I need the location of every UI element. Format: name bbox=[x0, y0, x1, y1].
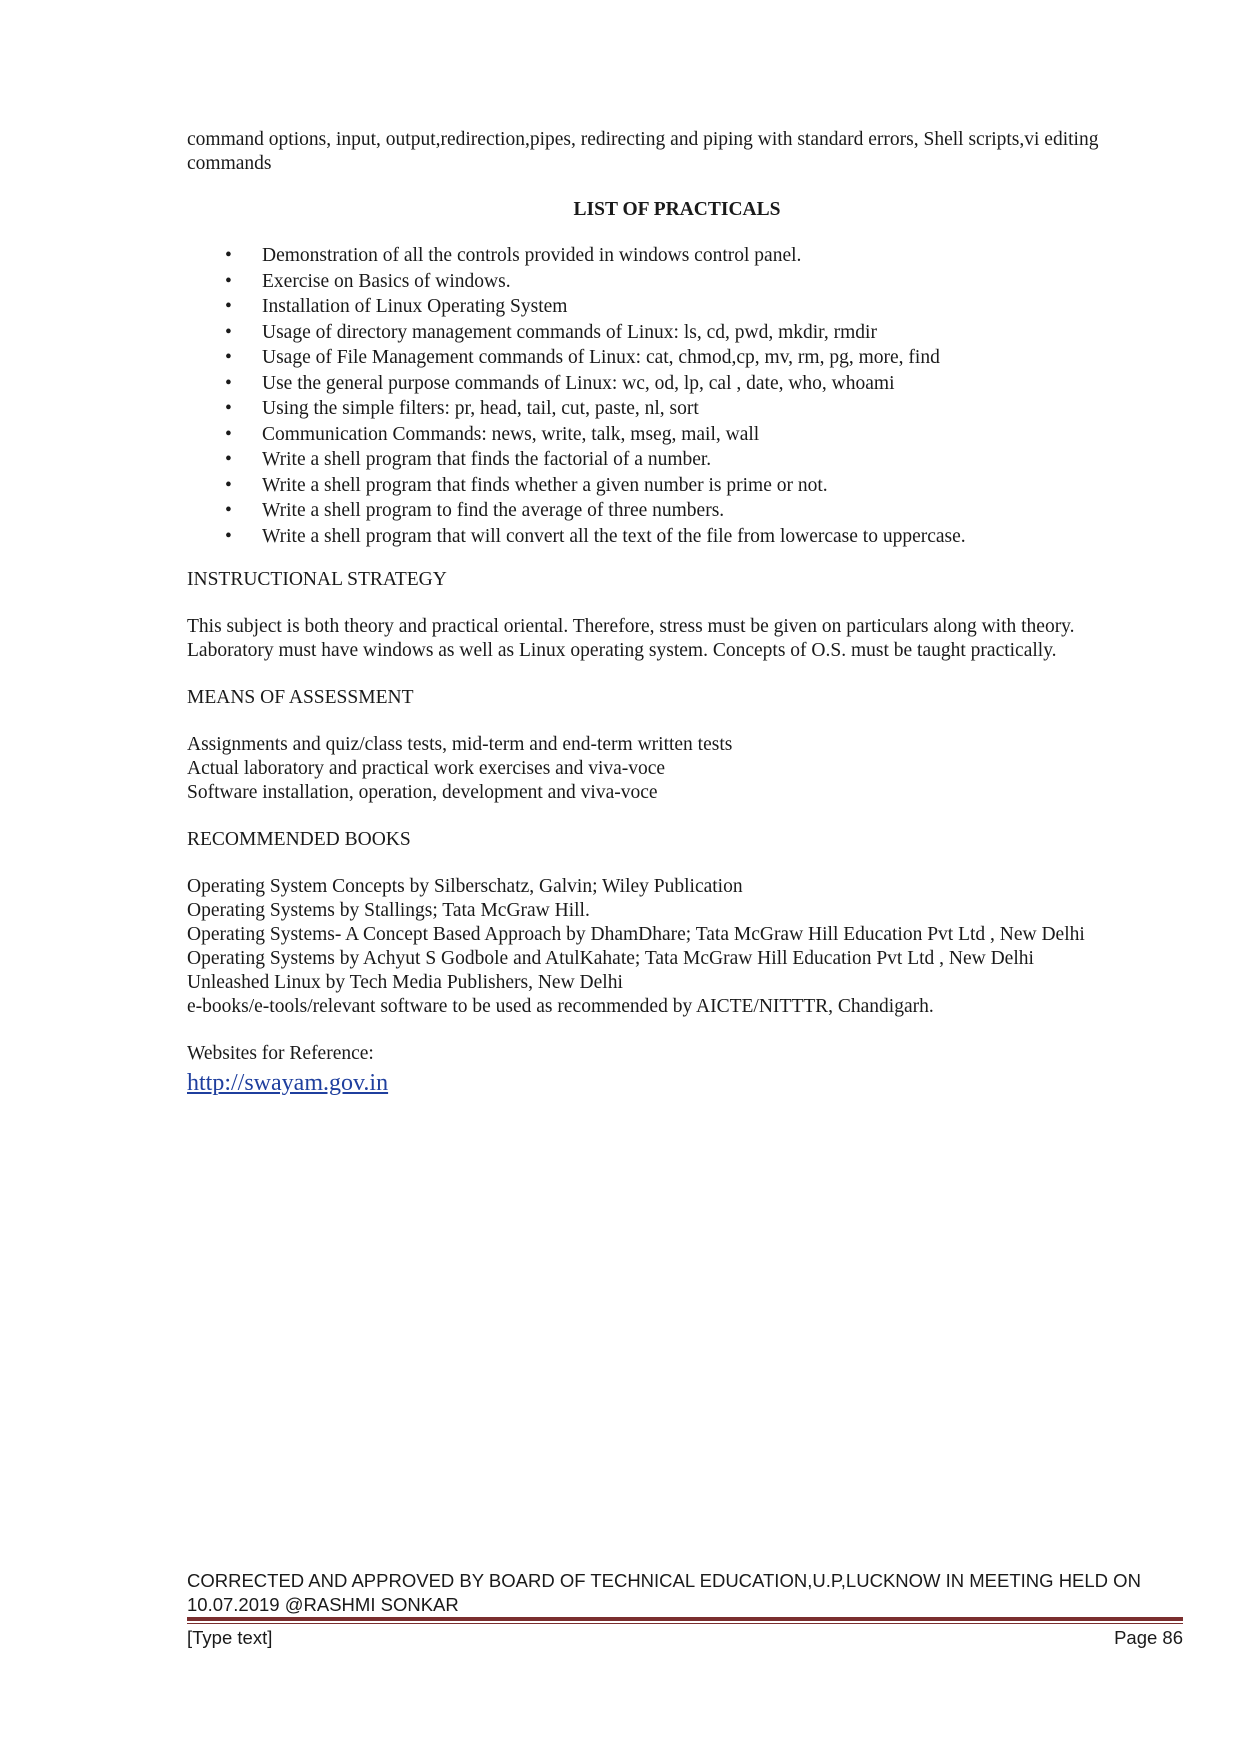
page-footer bbox=[187, 1620, 1183, 1650]
recommended-books-list bbox=[187, 875, 1167, 1019]
list-item: • Write a shell program to find the average of three numbers. bbox=[187, 498, 1167, 524]
strategy-line: Laboratory must have windows as well as Linux operating system. Concepts of O.S. must be taught practically. bbox=[187, 640, 1057, 661]
list-item: • Installation of Linux Operating System bbox=[187, 294, 1167, 320]
intro-paragraph: command options, input, output,redirection,pipes, redirecting and piping with standard errors, Shell scripts,vi editing commands bbox=[187, 129, 1099, 174]
book-line: Operating Systems- A Concept Based Approach by DhamDhare; Tata McGraw Hill Education Pvt Ltd , New Delhi bbox=[187, 924, 1085, 945]
swayam-link[interactable]: http://swayam.gov.in bbox=[187, 1070, 389, 1096]
bullet-icon: • bbox=[225, 474, 232, 496]
book-line: Operating Systems by Stallings; Tata McGraw Hill. bbox=[187, 900, 590, 921]
practicals-list bbox=[187, 243, 1167, 549]
book-line: Unleashed Linux by Tech Media Publishers, New Delhi bbox=[187, 972, 623, 993]
page-content bbox=[187, 128, 1167, 1098]
list-item: • Usage of File Management commands of Linux: cat, chmod,cp, mv, rm, pg, more, find bbox=[187, 345, 1167, 371]
book-line: Operating Systems by Achyut S Godbole and AtulKahate; Tata McGraw Hill Education Pvt Ltd , New Delhi bbox=[187, 948, 1034, 969]
bullet-icon: • bbox=[225, 449, 232, 470]
assessment-line: Actual laboratory and practical work exercises and viva-voce bbox=[187, 758, 666, 779]
bullet-icon: • bbox=[225, 270, 232, 292]
book-line: Operating System Concepts by Silberschatz, Galvin; Wiley Publication bbox=[187, 876, 743, 897]
assessment-line: Assignments and quiz/class tests, mid-term and end-term written tests bbox=[187, 734, 733, 755]
approval-line: 10.07.2019 @RASHMI SONKAR bbox=[187, 1594, 459, 1615]
list-item: • Demonstration of all the controls provided in windows control panel. bbox=[187, 243, 1167, 269]
list-item: • Write a shell program that will convert all the text of the file from lowercase to uppercase. bbox=[187, 524, 1167, 550]
approval-line: CORRECTED AND APPROVED BY BOARD OF TECHNICAL EDUCATION,U.P,LUCKNOW IN MEETING HELD ON bbox=[187, 1570, 1141, 1591]
bullet-icon: • bbox=[225, 321, 232, 343]
instructional-strategy-heading: INSTRUCTIONAL STRATEGY bbox=[187, 569, 447, 590]
strategy-line: This subject is both theory and practical oriental. Therefore, stress must be given on particulars along with theory. bbox=[187, 616, 1075, 637]
footer-placeholder-text: [Type text] bbox=[187, 1627, 273, 1648]
book-line: e-books/e-tools/relevant software to be used as recommended by AICTE/NITTTR, Chandigarh. bbox=[187, 996, 934, 1017]
bullet-icon: • bbox=[225, 500, 232, 521]
assessment-line: Software installation, operation, development and viva-voce bbox=[187, 782, 658, 803]
instructional-strategy-text bbox=[187, 615, 1167, 663]
list-item: • Exercise on Basics of windows. bbox=[187, 269, 1167, 295]
bullet-icon: • bbox=[225, 347, 232, 368]
bullet-icon: • bbox=[225, 372, 232, 394]
websites-label: Websites for Reference: bbox=[187, 1043, 374, 1064]
bullet-icon: • bbox=[225, 245, 232, 266]
bullet-icon: • bbox=[225, 525, 232, 547]
approval-note bbox=[187, 1569, 1183, 1617]
bullet-icon: • bbox=[225, 398, 232, 419]
bullet-icon: • bbox=[225, 423, 232, 445]
list-item: • Use the general purpose commands of Linux: wc, od, lp, cal , date, who, whoami bbox=[187, 371, 1167, 397]
means-of-assessment-text bbox=[187, 733, 1167, 805]
list-item: • Communication Commands: news, write, talk, mseg, mail, wall bbox=[187, 422, 1167, 448]
means-of-assessment-heading: MEANS OF ASSESSMENT bbox=[187, 687, 414, 708]
list-item: • Using the simple filters: pr, head, tail, cut, paste, nl, sort bbox=[187, 396, 1167, 422]
list-item: • Write a shell program that finds whether a given number is prime or not. bbox=[187, 473, 1167, 499]
list-item: • Write a shell program that finds the factorial of a number. bbox=[187, 447, 1167, 473]
bullet-icon: • bbox=[225, 296, 232, 317]
list-item: • Usage of directory management commands of Linux: ls, cd, pwd, mkdir, rmdir bbox=[187, 320, 1167, 346]
recommended-books-heading: RECOMMENDED BOOKS bbox=[187, 829, 411, 850]
page-number: Page 86 bbox=[1114, 1627, 1183, 1648]
practicals-title: LIST OF PRACTICALS bbox=[573, 199, 781, 220]
